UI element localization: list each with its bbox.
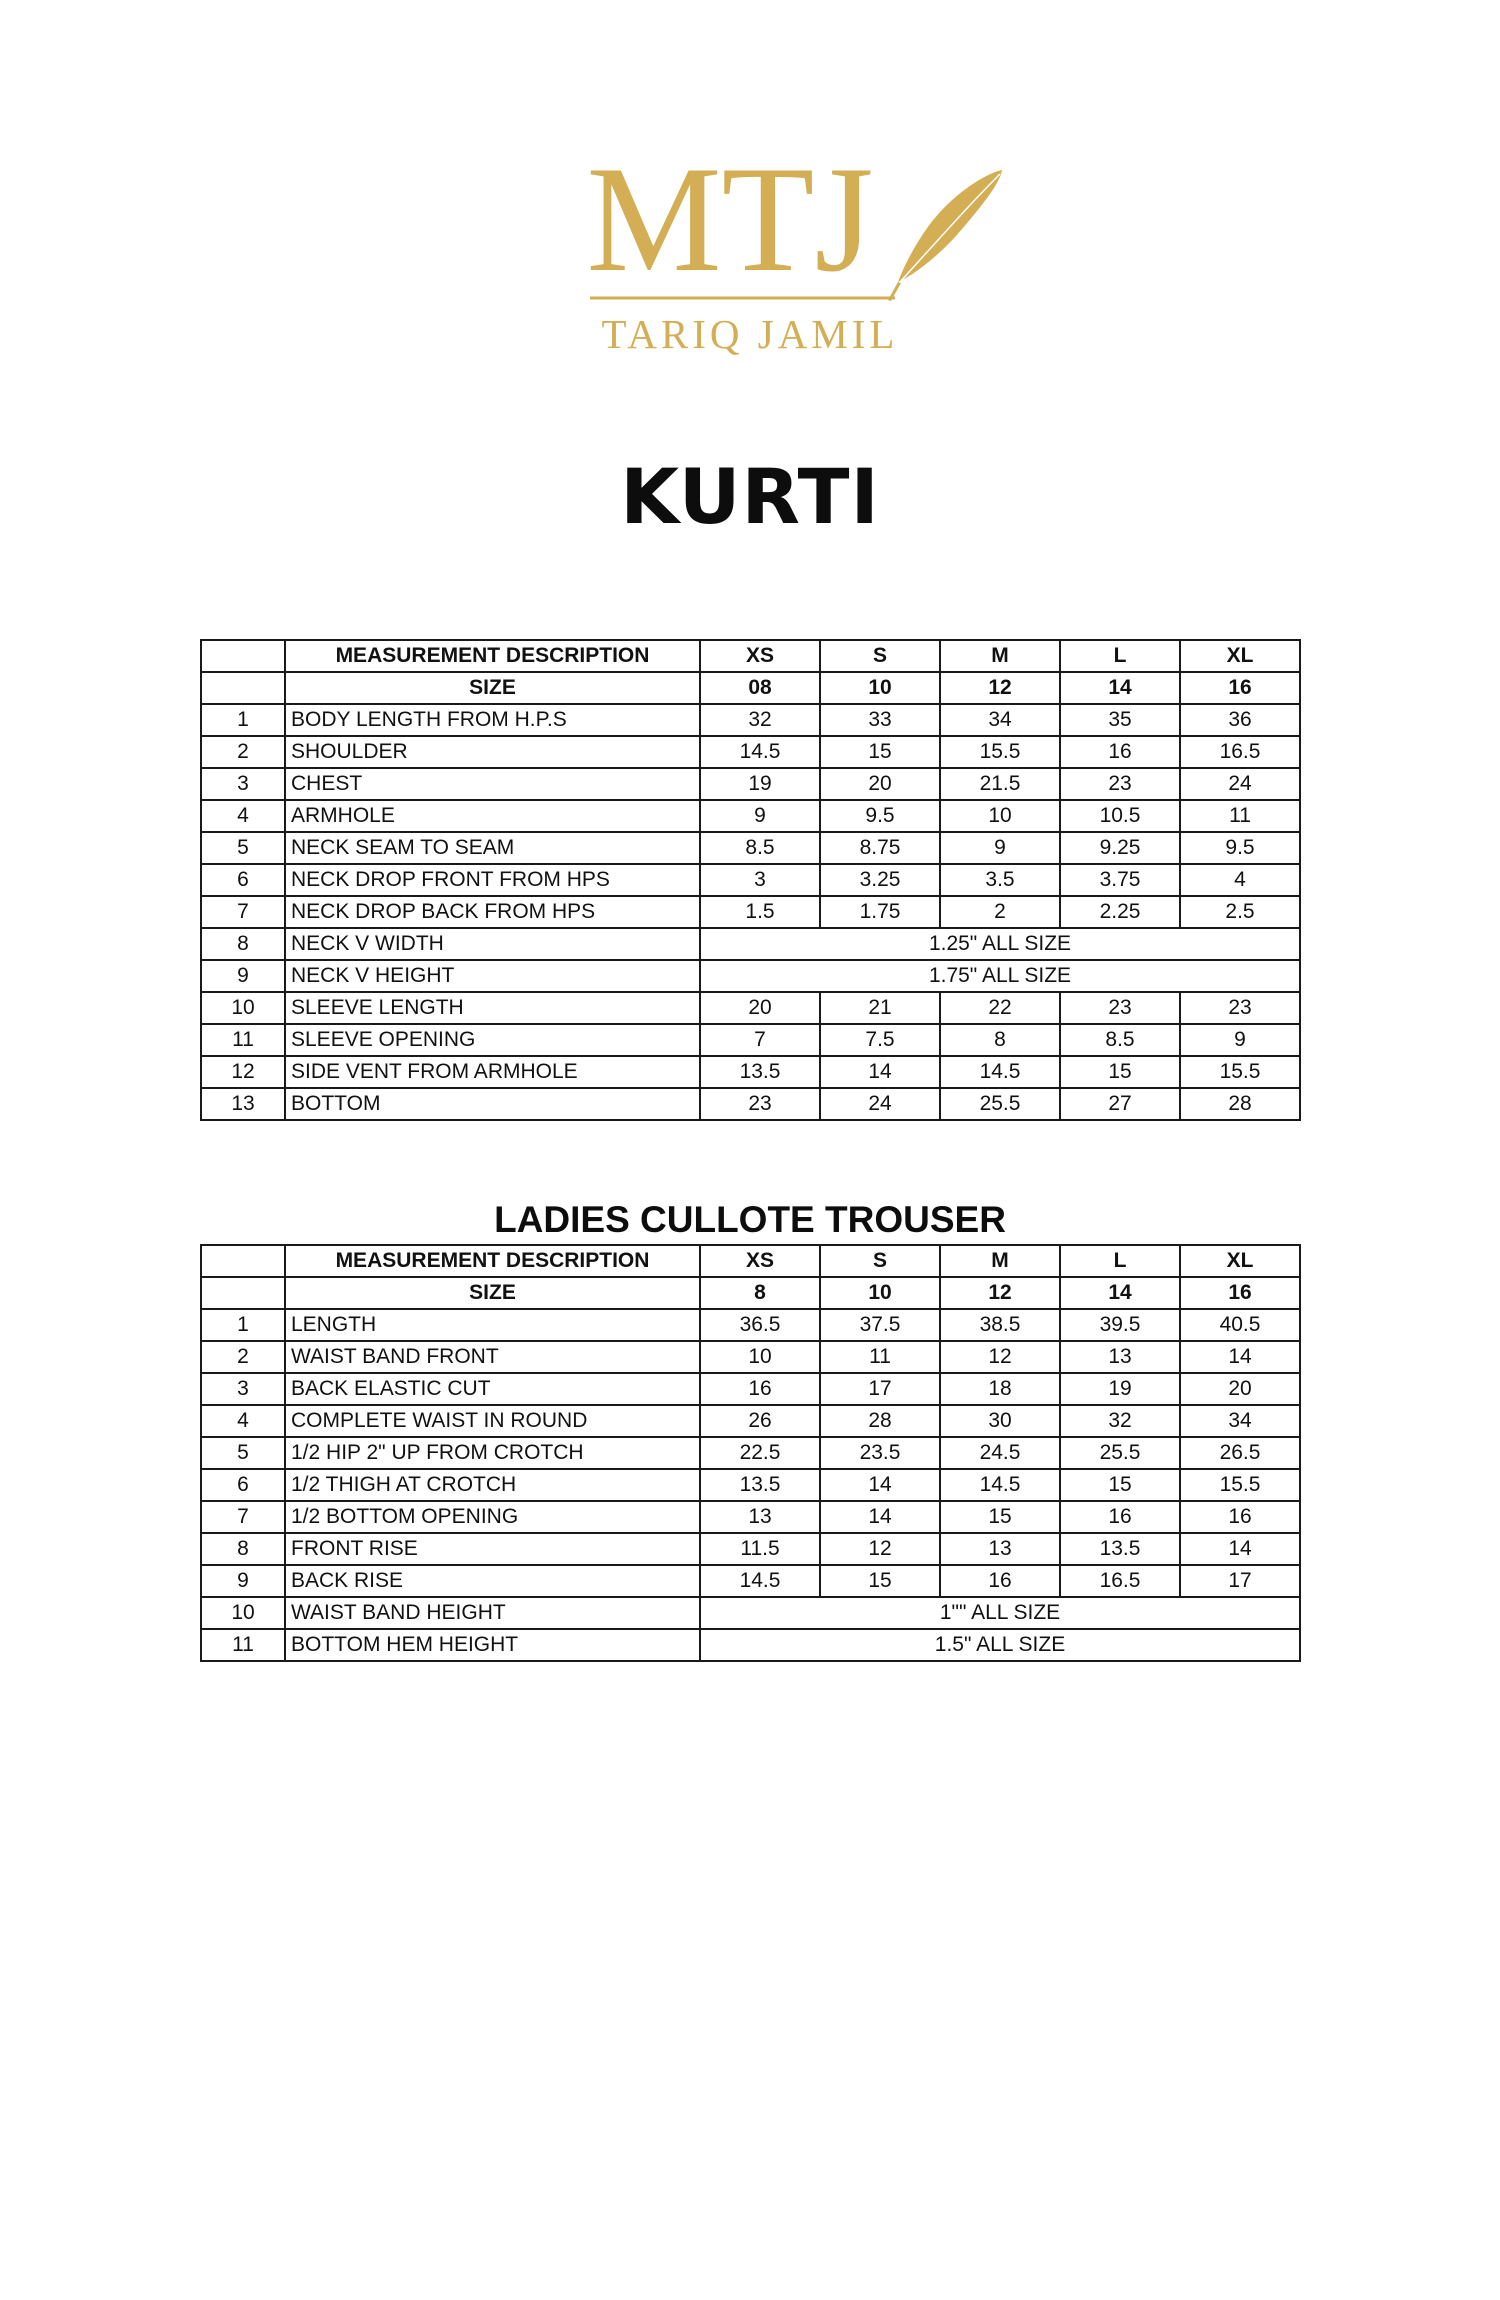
description-cell: BOTTOM HEM HEIGHT [285, 1629, 700, 1661]
size-label-header: S [820, 1245, 940, 1277]
size-row-label: SIZE [285, 1277, 700, 1309]
table-row [201, 1056, 1300, 1088]
row-number-cell: 3 [201, 768, 285, 800]
measurement-value-cell: 10 [940, 800, 1060, 832]
measurement-value-cell: 23 [1180, 992, 1300, 1024]
measurement-value-cell: 3.25 [820, 864, 940, 896]
measurement-value-cell: 26 [700, 1405, 820, 1437]
measurement-value-cell: 16 [1060, 736, 1180, 768]
measurement-value-cell: 21 [820, 992, 940, 1024]
description-cell: ARMHOLE [285, 800, 700, 832]
measurement-value-cell: 15.5 [1180, 1469, 1300, 1501]
size-label-header: XL [1180, 1245, 1300, 1277]
size-label-header: M [940, 640, 1060, 672]
measurement-value-cell: 7.5 [820, 1024, 940, 1056]
measurement-value-cell: 24.5 [940, 1437, 1060, 1469]
brand-logo [560, 130, 1020, 370]
description-cell: NECK DROP BACK FROM HPS [285, 896, 700, 928]
measurement-value-cell: 37.5 [820, 1309, 940, 1341]
size-number-cell: 10 [820, 1277, 940, 1309]
row-number-cell: 4 [201, 1405, 285, 1437]
measurement-value-cell: 38.5 [940, 1309, 1060, 1341]
description-cell: WAIST BAND FRONT [285, 1341, 700, 1373]
measurement-value-cell: 25.5 [940, 1088, 1060, 1120]
measurement-value-cell: 27 [1060, 1088, 1180, 1120]
table-row [201, 768, 1300, 800]
measurement-value-cell: 16.5 [1060, 1565, 1180, 1597]
size-number-cell: 8 [700, 1277, 820, 1309]
description-cell: 1/2 THIGH AT CROTCH [285, 1469, 700, 1501]
measurement-value-cell: 4 [1180, 864, 1300, 896]
description-cell: NECK DROP FRONT FROM HPS [285, 864, 700, 896]
row-number-cell [201, 1277, 285, 1309]
size-number-cell: 08 [700, 672, 820, 704]
row-number-cell [201, 672, 285, 704]
size-number-cell: 12 [940, 672, 1060, 704]
measurement-value-cell: 40.5 [1180, 1309, 1300, 1341]
measurement-value-cell: 7 [700, 1024, 820, 1056]
measurement-value-cell: 24 [1180, 768, 1300, 800]
description-cell: SHOULDER [285, 736, 700, 768]
measurement-value-cell: 23 [1060, 992, 1180, 1024]
row-number-cell: 1 [201, 704, 285, 736]
measurement-value-cell: 9 [1180, 1024, 1300, 1056]
row-number-cell: 1 [201, 1309, 285, 1341]
description-cell: SLEEVE OPENING [285, 1024, 700, 1056]
description-cell: WAIST BAND HEIGHT [285, 1597, 700, 1629]
measurement-value-cell: 13.5 [700, 1469, 820, 1501]
measurement-value-cell: 19 [700, 768, 820, 800]
measurement-description-header: MEASUREMENT DESCRIPTION [285, 640, 700, 672]
measurement-value-cell: 14.5 [940, 1469, 1060, 1501]
table-row [201, 800, 1300, 832]
row-number-cell: 9 [201, 1565, 285, 1597]
measurement-value-cell: 1.75 [820, 896, 940, 928]
measurement-value-cell: 9 [700, 800, 820, 832]
measurement-value-cell: 11 [820, 1341, 940, 1373]
size-label-header: M [940, 1245, 1060, 1277]
feather-quill-shaft [900, 174, 1000, 282]
table-row [201, 1437, 1300, 1469]
measurement-value-cell: 14 [820, 1469, 940, 1501]
trouser-title: LADIES CULLOTE TROUSER [494, 1199, 1006, 1240]
row-number-cell: 7 [201, 896, 285, 928]
table-row [201, 704, 1300, 736]
measurement-value-cell: 3 [700, 864, 820, 896]
measurement-value-cell: 8 [940, 1024, 1060, 1056]
table-row [201, 1024, 1300, 1056]
measurement-value-cell: 15 [1060, 1056, 1180, 1088]
measurement-value-cell: 20 [820, 768, 940, 800]
size-number-cell: 10 [820, 672, 940, 704]
table-row [201, 864, 1300, 896]
size-number-cell: 14 [1060, 1277, 1180, 1309]
row-number-cell: 8 [201, 1533, 285, 1565]
header-row [201, 640, 1300, 672]
row-number-cell: 4 [201, 800, 285, 832]
measurement-value-cell: 14 [820, 1056, 940, 1088]
measurement-value-cell: 14.5 [940, 1056, 1060, 1088]
measurement-value-cell: 15 [820, 1565, 940, 1597]
measurement-value-cell: 15 [820, 736, 940, 768]
measurement-value-cell: 3.75 [1060, 864, 1180, 896]
brand-logo-graphic [560, 130, 1020, 370]
description-cell: BOTTOM [285, 1088, 700, 1120]
measurement-value-cell: 36 [1180, 704, 1300, 736]
measurement-value-cell: 34 [1180, 1405, 1300, 1437]
row-number-cell: 10 [201, 1597, 285, 1629]
measurement-value-cell: 22 [940, 992, 1060, 1024]
description-cell: NECK V WIDTH [285, 928, 700, 960]
description-cell: LENGTH [285, 1309, 700, 1341]
brand-logo-text: MTJ [586, 135, 874, 303]
table-row [201, 1533, 1300, 1565]
measurement-value-cell: 34 [940, 704, 1060, 736]
table-row [201, 1405, 1300, 1437]
measurement-value-cell: 23 [700, 1088, 820, 1120]
measurement-value-cell: 16 [1180, 1501, 1300, 1533]
measurement-value-cell: 13.5 [700, 1056, 820, 1088]
measurement-value-cell: 15.5 [1180, 1056, 1300, 1088]
measurement-value-cell: 32 [700, 704, 820, 736]
measurement-value-cell: 39.5 [1060, 1309, 1180, 1341]
measurement-value-cell: 8.5 [700, 832, 820, 864]
measurement-value-cell: 13.5 [1060, 1533, 1180, 1565]
table-row [201, 1088, 1300, 1120]
size-number-cell: 12 [940, 1277, 1060, 1309]
table-row [201, 736, 1300, 768]
measurement-value-cell: 22.5 [700, 1437, 820, 1469]
measurement-value-cell: 21.5 [940, 768, 1060, 800]
row-number-cell: 3 [201, 1373, 285, 1405]
measurement-value-cell: 9.25 [1060, 832, 1180, 864]
measurement-value-cell: 11 [1180, 800, 1300, 832]
description-cell: BACK RISE [285, 1565, 700, 1597]
size-row-label: SIZE [285, 672, 700, 704]
description-cell: 1/2 BOTTOM OPENING [285, 1501, 700, 1533]
kurti-size-table [200, 639, 1301, 1121]
measurement-value-cell: 8.5 [1060, 1024, 1180, 1056]
measurement-value-cell: 12 [940, 1341, 1060, 1373]
size-label-header: XL [1180, 640, 1300, 672]
measurement-value-cell: 13 [940, 1533, 1060, 1565]
measurement-value-cell: 15 [940, 1501, 1060, 1533]
measurement-value-cell: 3.5 [940, 864, 1060, 896]
row-number-cell: 13 [201, 1088, 285, 1120]
description-cell: COMPLETE WAIST IN ROUND [285, 1405, 700, 1437]
measurement-value-cell: 35 [1060, 704, 1180, 736]
table-row [201, 832, 1300, 864]
measurement-value-cell: 14 [820, 1501, 940, 1533]
table-row [201, 1629, 1300, 1661]
measurement-value-cell: 32 [1060, 1405, 1180, 1437]
measurement-value-cell: 16 [700, 1373, 820, 1405]
measurement-value-cell: 2.25 [1060, 896, 1180, 928]
measurement-value-cell: 2 [940, 896, 1060, 928]
row-number-cell: 11 [201, 1024, 285, 1056]
measurement-value-cell: 30 [940, 1405, 1060, 1437]
row-number-cell: 6 [201, 864, 285, 896]
measurement-value-cell: 36.5 [700, 1309, 820, 1341]
all-size-cell: 1.25" ALL SIZE [700, 928, 1300, 960]
measurement-value-cell: 14.5 [700, 736, 820, 768]
size-number-cell: 16 [1180, 1277, 1300, 1309]
measurement-value-cell: 8.75 [820, 832, 940, 864]
table-row [201, 1341, 1300, 1373]
kurti-title: KURTI [620, 452, 880, 541]
description-cell: SIDE VENT FROM ARMHOLE [285, 1056, 700, 1088]
measurement-value-cell: 20 [1180, 1373, 1300, 1405]
size-number-row [201, 1277, 1300, 1309]
measurement-value-cell: 14 [1180, 1533, 1300, 1565]
measurement-value-cell: 18 [940, 1373, 1060, 1405]
measurement-value-cell: 17 [820, 1373, 940, 1405]
description-cell: FRONT RISE [285, 1533, 700, 1565]
measurement-value-cell: 26.5 [1180, 1437, 1300, 1469]
measurement-value-cell: 17 [1180, 1565, 1300, 1597]
row-number-cell: 5 [201, 832, 285, 864]
size-label-header: L [1060, 1245, 1180, 1277]
trouser-size-table [200, 1244, 1301, 1662]
size-label-header: S [820, 640, 940, 672]
description-cell: BODY LENGTH FROM H.P.S [285, 704, 700, 736]
row-number-cell: 11 [201, 1629, 285, 1661]
description-cell: 1/2 HIP 2" UP FROM CROTCH [285, 1437, 700, 1469]
measurement-value-cell: 11.5 [700, 1533, 820, 1565]
measurement-value-cell: 23 [1060, 768, 1180, 800]
measurement-value-cell: 15 [1060, 1469, 1180, 1501]
size-label-header: L [1060, 640, 1180, 672]
size-number-cell: 16 [1180, 672, 1300, 704]
table-row [201, 928, 1300, 960]
row-number-cell: 10 [201, 992, 285, 1024]
all-size-cell: 1.5" ALL SIZE [700, 1629, 1300, 1661]
size-number-cell: 14 [1060, 672, 1180, 704]
description-cell: BACK ELASTIC CUT [285, 1373, 700, 1405]
size-label-header: XS [700, 1245, 820, 1277]
all-size-cell: 1.75" ALL SIZE [700, 960, 1300, 992]
table-row [201, 1309, 1300, 1341]
row-number-cell: 12 [201, 1056, 285, 1088]
measurement-value-cell: 10 [700, 1341, 820, 1373]
description-cell: NECK V HEIGHT [285, 960, 700, 992]
row-number-cell: 2 [201, 1341, 285, 1373]
measurement-value-cell: 13 [1060, 1341, 1180, 1373]
table-row [201, 1565, 1300, 1597]
description-cell: CHEST [285, 768, 700, 800]
row-number-cell: 9 [201, 960, 285, 992]
measurement-value-cell: 33 [820, 704, 940, 736]
measurement-value-cell: 12 [820, 1533, 940, 1565]
measurement-value-cell: 28 [820, 1405, 940, 1437]
measurement-value-cell: 2.5 [1180, 896, 1300, 928]
measurement-value-cell: 25.5 [1060, 1437, 1180, 1469]
measurement-value-cell: 9 [940, 832, 1060, 864]
table-row [201, 992, 1300, 1024]
brand-tagline: TARIQ JAMIL [601, 311, 899, 357]
table-row [201, 1469, 1300, 1501]
measurement-value-cell: 14.5 [700, 1565, 820, 1597]
measurement-value-cell: 23.5 [820, 1437, 940, 1469]
measurement-value-cell: 19 [1060, 1373, 1180, 1405]
row-number-header [201, 640, 285, 672]
table-row [201, 960, 1300, 992]
measurement-value-cell: 28 [1180, 1088, 1300, 1120]
row-number-cell: 2 [201, 736, 285, 768]
measurement-value-cell: 16.5 [1180, 736, 1300, 768]
row-number-cell: 7 [201, 1501, 285, 1533]
header-row [201, 1245, 1300, 1277]
measurement-value-cell: 16 [1060, 1501, 1180, 1533]
measurement-value-cell: 13 [700, 1501, 820, 1533]
size-number-row [201, 672, 1300, 704]
row-number-cell: 8 [201, 928, 285, 960]
table-row [201, 1597, 1300, 1629]
measurement-value-cell: 1.5 [700, 896, 820, 928]
row-number-cell: 6 [201, 1469, 285, 1501]
size-label-header: XS [700, 640, 820, 672]
table-row [201, 1501, 1300, 1533]
description-cell: SLEEVE LENGTH [285, 992, 700, 1024]
measurement-description-header: MEASUREMENT DESCRIPTION [285, 1245, 700, 1277]
row-number-cell: 5 [201, 1437, 285, 1469]
table-row [201, 896, 1300, 928]
measurement-value-cell: 16 [940, 1565, 1060, 1597]
measurement-value-cell: 15.5 [940, 736, 1060, 768]
row-number-header [201, 1245, 285, 1277]
measurement-value-cell: 10.5 [1060, 800, 1180, 832]
description-cell: NECK SEAM TO SEAM [285, 832, 700, 864]
all-size-cell: 1"" ALL SIZE [700, 1597, 1300, 1629]
measurement-value-cell: 20 [700, 992, 820, 1024]
table-row [201, 1373, 1300, 1405]
measurement-value-cell: 9.5 [1180, 832, 1300, 864]
measurement-value-cell: 9.5 [820, 800, 940, 832]
measurement-value-cell: 14 [1180, 1341, 1300, 1373]
measurement-value-cell: 24 [820, 1088, 940, 1120]
